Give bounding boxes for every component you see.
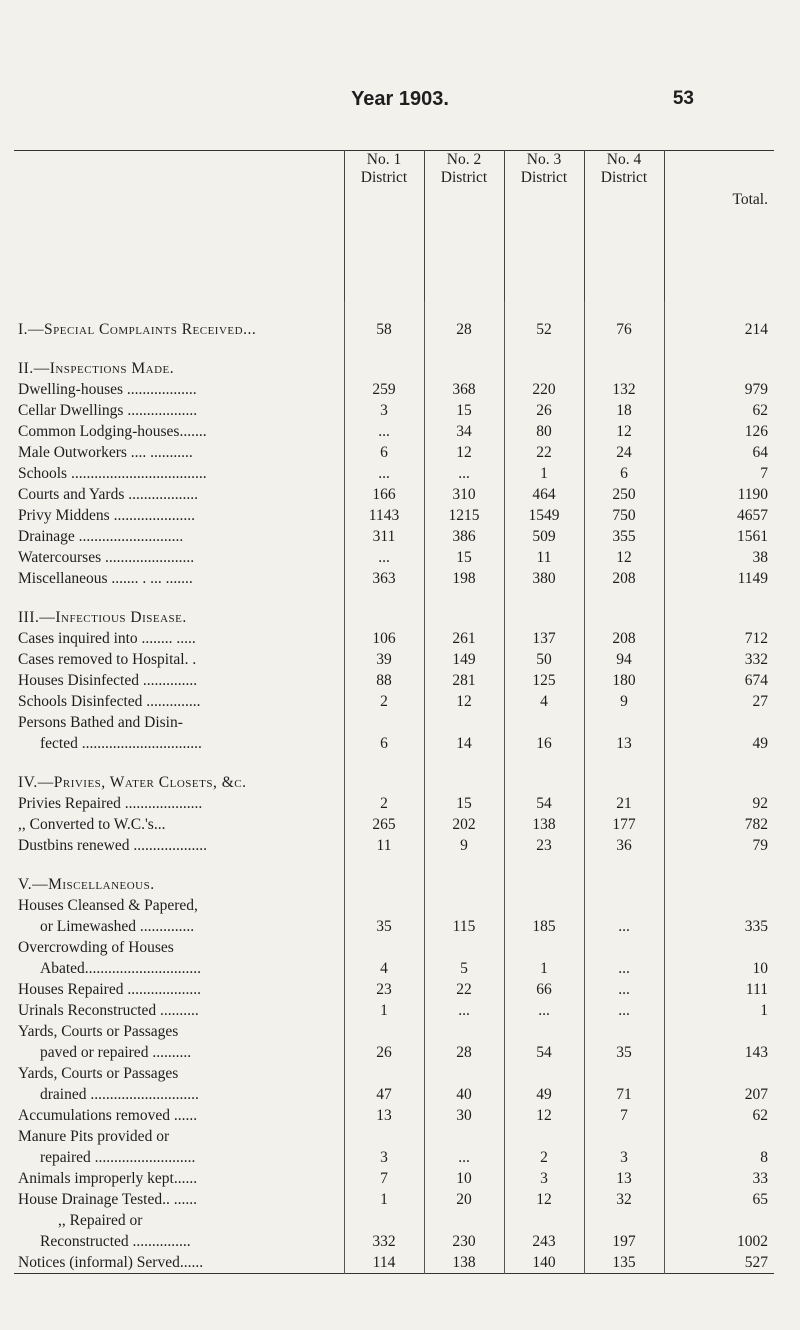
section-heading: V.—Miscellaneous. bbox=[18, 876, 155, 893]
district-1-cell: 7 bbox=[344, 1168, 424, 1189]
district-3-cell: 50 bbox=[504, 649, 584, 670]
district-1-cell: 23 bbox=[344, 979, 424, 1000]
district-1-cell: 47 bbox=[344, 1063, 424, 1105]
district-2-cell: 34 bbox=[424, 421, 504, 442]
district-1-cell: ... bbox=[344, 547, 424, 568]
district-2-cell: 15 bbox=[424, 400, 504, 421]
district-2-cell: ... bbox=[424, 1000, 504, 1021]
district-3-cell: 2 bbox=[504, 1126, 584, 1168]
table-row bbox=[14, 793, 774, 814]
district-3-cell: 185 bbox=[504, 895, 584, 937]
district-3-cell: 1 bbox=[504, 937, 584, 979]
district-2-cell: 28 bbox=[424, 1021, 504, 1063]
total-cell: 1 bbox=[664, 1000, 774, 1021]
section-heading-row bbox=[14, 754, 774, 793]
row-label: Notices (informal) Served...... bbox=[18, 1254, 204, 1271]
total-cell: 335 bbox=[664, 895, 774, 937]
total-cell: 7 bbox=[664, 463, 774, 484]
district-1-cell: 363 bbox=[344, 568, 424, 589]
district-3-cell: 3 bbox=[504, 1168, 584, 1189]
district-2-cell bbox=[424, 340, 504, 379]
district-3-cell: 49 bbox=[504, 1063, 584, 1105]
column-header-district-4: No. 4 District bbox=[584, 151, 664, 302]
district-3-cell: 243 bbox=[504, 1210, 584, 1252]
table-row bbox=[14, 400, 774, 421]
district-4-cell bbox=[584, 589, 664, 628]
total-cell: 62 bbox=[664, 400, 774, 421]
district-1-cell: 332 bbox=[344, 1210, 424, 1252]
row-label: Schools Disinfected .............. bbox=[18, 693, 201, 710]
district-3-cell: ... bbox=[504, 1000, 584, 1021]
district-1-cell: 13 bbox=[344, 1105, 424, 1126]
district-2-cell: 138 bbox=[424, 1252, 504, 1274]
district-4-cell: ... bbox=[584, 895, 664, 937]
district-1-cell: 11 bbox=[344, 835, 424, 856]
district-4-cell: 177 bbox=[584, 814, 664, 835]
district-4-cell: 71 bbox=[584, 1063, 664, 1105]
district-4-cell: 250 bbox=[584, 484, 664, 505]
table-row bbox=[14, 691, 774, 712]
district-1-cell: 1 bbox=[344, 1000, 424, 1021]
row-label: Houses Disinfected .............. bbox=[18, 672, 198, 689]
total-cell bbox=[664, 589, 774, 628]
district-2-cell: 9 bbox=[424, 835, 504, 856]
district-1-cell: 6 bbox=[344, 712, 424, 754]
row-label: Schools ................................... bbox=[18, 465, 207, 482]
district-3-cell: 80 bbox=[504, 421, 584, 442]
table-row bbox=[14, 649, 774, 670]
district-1-cell: 106 bbox=[344, 628, 424, 649]
row-label: Common Lodging-houses....... bbox=[18, 423, 207, 440]
district-3-cell: 52 bbox=[504, 301, 584, 340]
district-2-cell: 1215 bbox=[424, 505, 504, 526]
row-label: Male Outworkers .... ........... bbox=[18, 444, 193, 461]
table-row bbox=[14, 712, 774, 754]
district-2-cell: 281 bbox=[424, 670, 504, 691]
district-2-cell: 198 bbox=[424, 568, 504, 589]
district-1-cell: ... bbox=[344, 463, 424, 484]
district-1-cell: 2 bbox=[344, 793, 424, 814]
district-1-cell bbox=[344, 340, 424, 379]
total-cell: 1149 bbox=[664, 568, 774, 589]
district-3-cell: 12 bbox=[504, 1105, 584, 1126]
district-2-cell: 202 bbox=[424, 814, 504, 835]
district-3-cell: 54 bbox=[504, 793, 584, 814]
table-row bbox=[14, 505, 774, 526]
total-cell: 332 bbox=[664, 649, 774, 670]
district-3-cell: 1 bbox=[504, 463, 584, 484]
row-label: Privy Middens ..................... bbox=[18, 507, 195, 524]
total-cell: 111 bbox=[664, 979, 774, 1000]
row-label: Dwelling-houses .................. bbox=[18, 381, 197, 398]
table-row bbox=[14, 1063, 774, 1105]
district-1-cell: 35 bbox=[344, 895, 424, 937]
row-label: Accumulations removed ...... bbox=[18, 1107, 198, 1124]
table-row bbox=[14, 1189, 774, 1210]
district-1-cell: 265 bbox=[344, 814, 424, 835]
district-1-cell: 3 bbox=[344, 1126, 424, 1168]
section-heading: II.—Inspections Made. bbox=[18, 360, 175, 377]
row-label: Privies Repaired .................... bbox=[18, 795, 203, 812]
district-4-cell: 132 bbox=[584, 379, 664, 400]
district-1-cell: 6 bbox=[344, 442, 424, 463]
district-1-cell: ... bbox=[344, 421, 424, 442]
district-4-cell: 35 bbox=[584, 1021, 664, 1063]
total-cell: 143 bbox=[664, 1021, 774, 1063]
row-label: Manure Pits provided or repaired .......................... bbox=[18, 1128, 196, 1166]
district-1-cell: 4 bbox=[344, 937, 424, 979]
total-cell: 712 bbox=[664, 628, 774, 649]
district-1-cell: 88 bbox=[344, 670, 424, 691]
district-4-cell: 6 bbox=[584, 463, 664, 484]
district-3-cell: 66 bbox=[504, 979, 584, 1000]
district-3-cell: 22 bbox=[504, 442, 584, 463]
district-4-cell bbox=[584, 754, 664, 793]
district-3-cell: 16 bbox=[504, 712, 584, 754]
total-cell: 782 bbox=[664, 814, 774, 835]
district-3-cell bbox=[504, 856, 584, 895]
district-4-cell: ... bbox=[584, 937, 664, 979]
total-cell: 8 bbox=[664, 1126, 774, 1168]
row-label: Cases removed to Hospital. . bbox=[18, 651, 197, 668]
table-row bbox=[14, 463, 774, 484]
total-cell: 126 bbox=[664, 421, 774, 442]
district-2-cell: 12 bbox=[424, 442, 504, 463]
district-1-cell bbox=[344, 589, 424, 628]
district-2-cell: 28 bbox=[424, 301, 504, 340]
table-row bbox=[14, 421, 774, 442]
total-cell: 92 bbox=[664, 793, 774, 814]
table-row bbox=[14, 937, 774, 979]
total-cell: 1002 bbox=[664, 1210, 774, 1252]
district-3-cell: 140 bbox=[504, 1252, 584, 1274]
district-2-cell: 115 bbox=[424, 895, 504, 937]
district-4-cell: 18 bbox=[584, 400, 664, 421]
district-2-cell: 368 bbox=[424, 379, 504, 400]
district-4-cell: 12 bbox=[584, 421, 664, 442]
column-header-district-2: No. 2 District bbox=[424, 151, 504, 302]
district-4-cell: ... bbox=[584, 979, 664, 1000]
row-label: Cases inquired into ........ ..... bbox=[18, 630, 196, 647]
district-4-cell: 208 bbox=[584, 628, 664, 649]
district-4-cell: 13 bbox=[584, 712, 664, 754]
district-2-cell: 20 bbox=[424, 1189, 504, 1210]
section-heading-row bbox=[14, 340, 774, 379]
district-3-cell bbox=[504, 754, 584, 793]
district-4-cell: ... bbox=[584, 1000, 664, 1021]
table-row bbox=[14, 1252, 774, 1274]
district-4-cell: 197 bbox=[584, 1210, 664, 1252]
total-cell: 674 bbox=[664, 670, 774, 691]
total-cell bbox=[664, 340, 774, 379]
district-4-cell: 12 bbox=[584, 547, 664, 568]
total-cell: 1190 bbox=[664, 484, 774, 505]
district-3-cell: 23 bbox=[504, 835, 584, 856]
row-label: Yards, Courts or Passages paved or repaired .......... bbox=[18, 1023, 192, 1061]
district-2-cell: 261 bbox=[424, 628, 504, 649]
district-2-cell: 5 bbox=[424, 937, 504, 979]
district-2-cell: 30 bbox=[424, 1105, 504, 1126]
district-2-cell: 15 bbox=[424, 547, 504, 568]
district-2-cell: 15 bbox=[424, 793, 504, 814]
row-label: Drainage ........................... bbox=[18, 528, 184, 545]
district-3-cell: 220 bbox=[504, 379, 584, 400]
table-row bbox=[14, 628, 774, 649]
district-3-cell: 380 bbox=[504, 568, 584, 589]
table-row bbox=[14, 814, 774, 835]
district-2-cell: 230 bbox=[424, 1210, 504, 1252]
section-heading-row bbox=[14, 589, 774, 628]
district-2-cell: ... bbox=[424, 1126, 504, 1168]
district-3-cell: 464 bbox=[504, 484, 584, 505]
district-1-cell: 259 bbox=[344, 379, 424, 400]
district-1-cell: 58 bbox=[344, 301, 424, 340]
total-cell: 38 bbox=[664, 547, 774, 568]
page-title: Year 1903. bbox=[351, 88, 449, 110]
table-row bbox=[14, 1210, 774, 1252]
district-3-cell bbox=[504, 589, 584, 628]
row-label: Watercourses ....................... bbox=[18, 549, 195, 566]
district-2-cell: 40 bbox=[424, 1063, 504, 1105]
label-column-header bbox=[14, 151, 344, 302]
district-4-cell: 3 bbox=[584, 1126, 664, 1168]
total-cell: 33 bbox=[664, 1168, 774, 1189]
district-2-cell: 22 bbox=[424, 979, 504, 1000]
district-2-cell bbox=[424, 754, 504, 793]
row-label: Miscellaneous ....... . ... ....... bbox=[18, 570, 193, 587]
table-row bbox=[14, 568, 774, 589]
district-3-cell: 26 bbox=[504, 400, 584, 421]
table-row bbox=[14, 301, 774, 340]
district-1-cell: 114 bbox=[344, 1252, 424, 1274]
row-label: Urinals Reconstructed .......... bbox=[18, 1002, 199, 1019]
table-row bbox=[14, 670, 774, 691]
total-cell bbox=[664, 856, 774, 895]
total-cell: 4657 bbox=[664, 505, 774, 526]
page-header bbox=[0, 80, 800, 120]
district-1-cell: 39 bbox=[344, 649, 424, 670]
district-1-cell: 311 bbox=[344, 526, 424, 547]
row-label: Cellar Dwellings .................. bbox=[18, 402, 198, 419]
table-row bbox=[14, 442, 774, 463]
district-2-cell: 310 bbox=[424, 484, 504, 505]
total-cell: 979 bbox=[664, 379, 774, 400]
district-4-cell: 355 bbox=[584, 526, 664, 547]
table-row bbox=[14, 526, 774, 547]
column-header-district-3: No. 3 District bbox=[504, 151, 584, 302]
total-cell: 214 bbox=[664, 301, 774, 340]
district-3-cell: 12 bbox=[504, 1189, 584, 1210]
district-4-cell: 750 bbox=[584, 505, 664, 526]
district-4-cell: 36 bbox=[584, 835, 664, 856]
district-1-cell: 3 bbox=[344, 400, 424, 421]
row-label: Yards, Courts or Passages drained ............................ bbox=[18, 1065, 199, 1103]
district-3-cell: 54 bbox=[504, 1021, 584, 1063]
district-4-cell: 7 bbox=[584, 1105, 664, 1126]
district-1-cell: 2 bbox=[344, 691, 424, 712]
district-4-cell bbox=[584, 340, 664, 379]
district-4-cell: 32 bbox=[584, 1189, 664, 1210]
district-2-cell: 10 bbox=[424, 1168, 504, 1189]
row-label: ,, Converted to W.C.'s... bbox=[18, 816, 166, 833]
district-4-cell: 24 bbox=[584, 442, 664, 463]
district-3-cell: 4 bbox=[504, 691, 584, 712]
row-label: Animals improperly kept...... bbox=[18, 1170, 198, 1187]
row-label: Persons Bathed and Disin- fected ............................... bbox=[18, 714, 202, 752]
district-1-cell: 26 bbox=[344, 1021, 424, 1063]
row-label: Overcrowding of Houses Abated.............................. bbox=[18, 939, 202, 977]
total-cell: 207 bbox=[664, 1063, 774, 1105]
district-4-cell bbox=[584, 856, 664, 895]
district-4-cell: 180 bbox=[584, 670, 664, 691]
district-3-cell: 509 bbox=[504, 526, 584, 547]
row-label: Houses Cleansed & Papered, or Limewashed .............. bbox=[18, 897, 198, 935]
district-3-cell: 11 bbox=[504, 547, 584, 568]
row-label: I.—Special Complaints Received... bbox=[18, 321, 257, 338]
total-cell: 49 bbox=[664, 712, 774, 754]
column-header-district-1: No. 1 District bbox=[344, 151, 424, 302]
table-row bbox=[14, 979, 774, 1000]
column-header-row bbox=[14, 151, 774, 302]
district-1-cell bbox=[344, 856, 424, 895]
table-row bbox=[14, 547, 774, 568]
table-row bbox=[14, 835, 774, 856]
row-label: Houses Repaired ................... bbox=[18, 981, 201, 998]
district-4-cell: 76 bbox=[584, 301, 664, 340]
district-2-cell: 14 bbox=[424, 712, 504, 754]
district-4-cell: 135 bbox=[584, 1252, 664, 1274]
table-row bbox=[14, 1126, 774, 1168]
total-cell: 62 bbox=[664, 1105, 774, 1126]
total-cell: 27 bbox=[664, 691, 774, 712]
district-2-cell: 386 bbox=[424, 526, 504, 547]
district-1-cell: 1 bbox=[344, 1189, 424, 1210]
table-row bbox=[14, 1105, 774, 1126]
total-cell: 1561 bbox=[664, 526, 774, 547]
district-2-cell bbox=[424, 589, 504, 628]
district-1-cell: 166 bbox=[344, 484, 424, 505]
district-2-cell: ... bbox=[424, 463, 504, 484]
row-label: House Drainage Tested.. ...... bbox=[18, 1191, 197, 1208]
page-number: 53 bbox=[672, 88, 694, 109]
table-row bbox=[14, 1000, 774, 1021]
district-4-cell: 13 bbox=[584, 1168, 664, 1189]
total-cell: 527 bbox=[664, 1252, 774, 1274]
district-2-cell: 149 bbox=[424, 649, 504, 670]
total-cell bbox=[664, 754, 774, 793]
district-4-cell: 208 bbox=[584, 568, 664, 589]
sanitary-report-table bbox=[14, 150, 774, 1274]
district-1-cell: 1143 bbox=[344, 505, 424, 526]
district-4-cell: 94 bbox=[584, 649, 664, 670]
total-cell: 65 bbox=[664, 1189, 774, 1210]
section-heading-row bbox=[14, 856, 774, 895]
district-1-cell bbox=[344, 754, 424, 793]
district-3-cell bbox=[504, 340, 584, 379]
table-row bbox=[14, 895, 774, 937]
total-cell: 64 bbox=[664, 442, 774, 463]
district-4-cell: 9 bbox=[584, 691, 664, 712]
district-2-cell: 12 bbox=[424, 691, 504, 712]
table-row bbox=[14, 1168, 774, 1189]
total-cell: 10 bbox=[664, 937, 774, 979]
section-heading: IV.—Privies, Water Closets, &c. bbox=[18, 774, 247, 791]
district-3-cell: 125 bbox=[504, 670, 584, 691]
table-row bbox=[14, 1021, 774, 1063]
row-label: Dustbins renewed ................... bbox=[18, 837, 207, 854]
table-row bbox=[14, 379, 774, 400]
table-row bbox=[14, 484, 774, 505]
row-label: ,, Repaired or Reconstructed ............... bbox=[40, 1212, 191, 1250]
total-cell: 79 bbox=[664, 835, 774, 856]
section-heading: III.—Infectious Disease. bbox=[18, 609, 187, 626]
column-header-total: Total. bbox=[664, 151, 774, 302]
district-3-cell: 137 bbox=[504, 628, 584, 649]
district-2-cell bbox=[424, 856, 504, 895]
row-label: Courts and Yards .................. bbox=[18, 486, 198, 503]
district-3-cell: 1549 bbox=[504, 505, 584, 526]
table-body bbox=[14, 301, 774, 1274]
district-3-cell: 138 bbox=[504, 814, 584, 835]
district-4-cell: 21 bbox=[584, 793, 664, 814]
